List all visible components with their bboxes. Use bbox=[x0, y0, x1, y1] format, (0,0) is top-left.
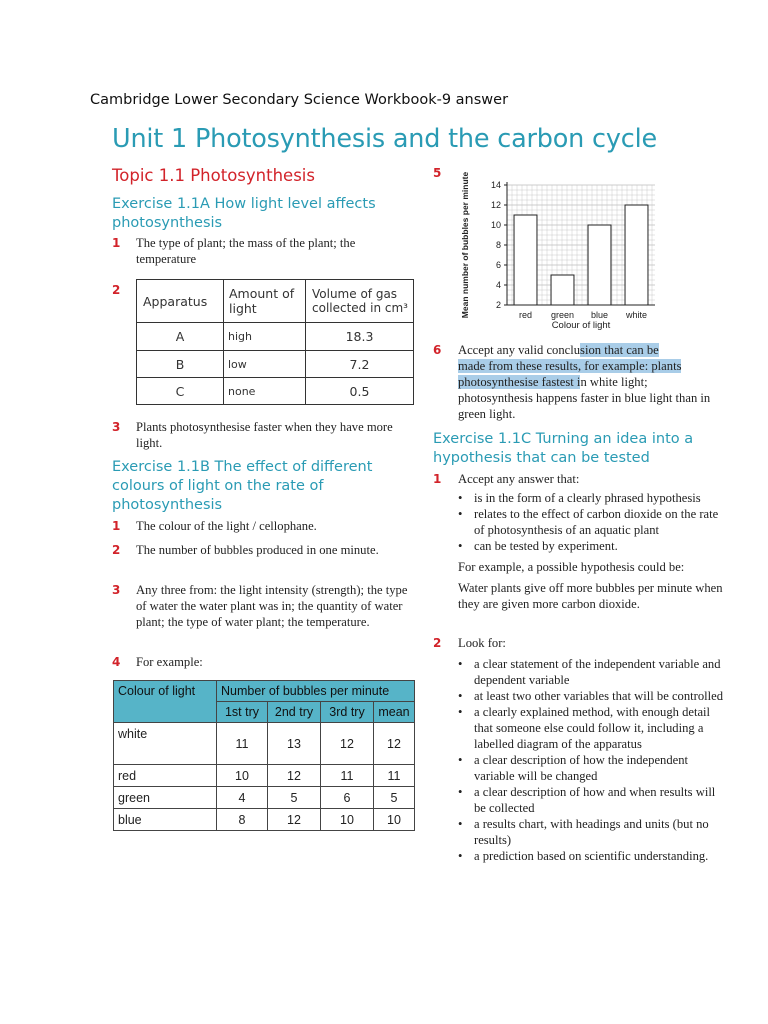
y-tick-label: 10 bbox=[490, 220, 501, 230]
topic-title: Topic 1.1 Photosynthesis bbox=[112, 166, 315, 185]
table-header: mean bbox=[374, 702, 415, 723]
bubbles-bar-chart bbox=[455, 160, 670, 335]
y-tick-label: 2 bbox=[495, 300, 501, 310]
exercise-1-1c-answer-2 bbox=[458, 635, 728, 864]
page-header: Cambridge Lower Secondary Science Workbook-9 answer bbox=[90, 92, 509, 108]
x-tick-label: green bbox=[550, 310, 575, 320]
bar-blue bbox=[588, 225, 611, 305]
table-row bbox=[137, 351, 414, 378]
answer-6-text: photosynthesis happens faster in blue light than in green light. bbox=[458, 391, 711, 421]
table-cell: 0.5 bbox=[306, 378, 414, 405]
exercise-1-1b-answer-2: The number of bubbles produced in one minute. bbox=[136, 543, 379, 557]
exercise-1-1c-title: Exercise 1.1C Turning an idea into a hypothesis that can be tested bbox=[433, 431, 694, 466]
highlighted-text: made from these results, for example: plants bbox=[458, 359, 682, 373]
exercise-1-1a-title: Exercise 1.1A How light level affects photosynthesis bbox=[112, 196, 376, 231]
answer-6-text: n white light; bbox=[580, 375, 648, 389]
table-cell: 11 bbox=[321, 765, 374, 787]
table-row bbox=[114, 787, 415, 809]
y-axis-label: Mean number of bubbles per minute bbox=[460, 171, 470, 319]
bubbles-results-table bbox=[113, 680, 415, 831]
exercise-1-1b-answer-1: The colour of the light / cellophane. bbox=[136, 519, 317, 533]
table-header: Number of bubbles per minute bbox=[217, 681, 415, 702]
table-cell: 5 bbox=[374, 787, 415, 809]
table-header: Volume of gas collected in cm³ bbox=[306, 280, 414, 323]
table-cell: 7.2 bbox=[306, 351, 414, 378]
answer-intro: Look for: bbox=[458, 636, 506, 650]
list-item: • at least two other variables that will be controlled bbox=[458, 688, 728, 704]
table-cell: C bbox=[137, 378, 224, 405]
list-item: • a prediction based on scientific understanding. bbox=[458, 848, 728, 864]
list-item: • relates to the effect of carbon dioxide on the rate of photosynthesis of an aquatic plant bbox=[458, 506, 728, 538]
x-tick-label: red bbox=[518, 310, 533, 320]
table-cell: 8 bbox=[217, 809, 268, 831]
table-cell: 6 bbox=[321, 787, 374, 809]
table-cell: 12 bbox=[268, 765, 321, 787]
exercise-1-1b-answer-6 bbox=[458, 342, 733, 422]
list-item: • a clear statement of the independent variable and dependent variable bbox=[458, 656, 728, 688]
table-cell: high bbox=[224, 323, 306, 351]
highlighted-text: sion that can be bbox=[580, 343, 659, 357]
table-row bbox=[114, 765, 415, 787]
bullet-list bbox=[458, 656, 728, 864]
y-tick-label: 8 bbox=[495, 240, 501, 250]
table-cell: 10 bbox=[217, 765, 268, 787]
unit-title: Unit 1 Photosynthesis and the carbon cycle bbox=[112, 124, 657, 154]
table-header: 1st try bbox=[217, 702, 268, 723]
light-level-results-table bbox=[136, 279, 414, 405]
exercise-1-1b-title: Exercise 1.1B The effect of different colours of light on the rate of photosynthesis bbox=[112, 459, 373, 513]
bar-green bbox=[551, 275, 574, 305]
table-cell: 12 bbox=[321, 723, 374, 765]
list-item: • a clear description of how and when results will be collected bbox=[458, 784, 728, 816]
question-number: 5 bbox=[433, 166, 442, 180]
table-row bbox=[114, 809, 415, 831]
answer-6-text: Accept any valid conclu bbox=[458, 343, 581, 357]
bar-red bbox=[514, 215, 537, 305]
question-number: 3 bbox=[112, 420, 121, 434]
table-cell: 11 bbox=[217, 723, 268, 765]
list-item: • a clear description of how the independent variable will be changed bbox=[458, 752, 728, 784]
table-cell: 4 bbox=[217, 787, 268, 809]
question-number: 3 bbox=[112, 583, 121, 597]
table-header: Apparatus bbox=[137, 280, 224, 323]
question-number: 2 bbox=[433, 636, 442, 650]
table-cell: low bbox=[224, 351, 306, 378]
y-tick-label: 4 bbox=[495, 280, 501, 290]
y-tick-label: 6 bbox=[495, 260, 501, 270]
list-item: • is in the form of a clearly phrased hypothesis bbox=[458, 490, 728, 506]
x-axis-label: Colour of light bbox=[551, 320, 611, 331]
highlighted-text: photosynthesise fastest i bbox=[458, 375, 581, 389]
table-cell: green bbox=[114, 787, 217, 809]
list-item: • a results chart, with headings and units (but no results) bbox=[458, 816, 728, 848]
table-header: 3rd try bbox=[321, 702, 374, 723]
table-cell: none bbox=[224, 378, 306, 405]
table-row bbox=[137, 378, 414, 405]
question-number: 1 bbox=[112, 236, 121, 250]
bar-white bbox=[625, 205, 648, 305]
table-cell: A bbox=[137, 323, 224, 351]
example-hypothesis: Water plants give off more bubbles per minute when they are given more carbon dioxide. bbox=[458, 581, 723, 611]
list-item: • a clearly explained method, with enough detail that someone else could follow it, including a labelled diagram of the apparatus bbox=[458, 704, 728, 752]
table-cell: red bbox=[114, 765, 217, 787]
question-number: 6 bbox=[433, 343, 442, 357]
table-cell: B bbox=[137, 351, 224, 378]
list-item: • can be tested by experiment. bbox=[458, 538, 728, 554]
x-tick-label: blue bbox=[590, 310, 609, 320]
table-cell: 11 bbox=[374, 765, 415, 787]
bullet-list bbox=[458, 490, 728, 554]
table-cell: 10 bbox=[321, 809, 374, 831]
question-number: 2 bbox=[112, 283, 121, 297]
table-cell: 10 bbox=[374, 809, 415, 831]
exercise-1-1a-answer-1: The type of plant; the mass of the plant; the temperature bbox=[136, 236, 356, 266]
question-number: 1 bbox=[112, 519, 121, 533]
table-cell: 18.3 bbox=[306, 323, 414, 351]
table-cell: 12 bbox=[374, 723, 415, 765]
example-intro: For example, a possible hypothesis could be: bbox=[458, 560, 685, 574]
table-cell: white bbox=[114, 723, 217, 765]
question-number: 4 bbox=[112, 655, 121, 669]
exercise-1-1c-answer-1 bbox=[458, 471, 728, 612]
table-row bbox=[114, 723, 415, 765]
y-tick-label: 14 bbox=[490, 180, 501, 190]
answer-intro: Accept any answer that: bbox=[458, 472, 580, 486]
table-cell: 5 bbox=[268, 787, 321, 809]
question-number: 1 bbox=[433, 472, 442, 486]
x-tick-label: white bbox=[625, 310, 648, 320]
table-header: Amount of light bbox=[224, 280, 306, 323]
question-number: 2 bbox=[112, 543, 121, 557]
exercise-1-1b-answer-3: Any three from: the light intensity (strength); the type of water the water plant was in; the quantity of water plant; the type of water plant; the temperature. bbox=[136, 583, 408, 629]
table-row bbox=[137, 323, 414, 351]
exercise-1-1a-answer-3: Plants photosynthesise faster when they have more light. bbox=[136, 420, 393, 450]
exercise-1-1b-answer-4: For example: bbox=[136, 655, 203, 669]
table-header: 2nd try bbox=[268, 702, 321, 723]
table-cell: blue bbox=[114, 809, 217, 831]
y-tick-label: 12 bbox=[490, 200, 501, 210]
table-header: Colour of light bbox=[114, 681, 217, 723]
table-cell: 12 bbox=[268, 809, 321, 831]
table-cell: 13 bbox=[268, 723, 321, 765]
